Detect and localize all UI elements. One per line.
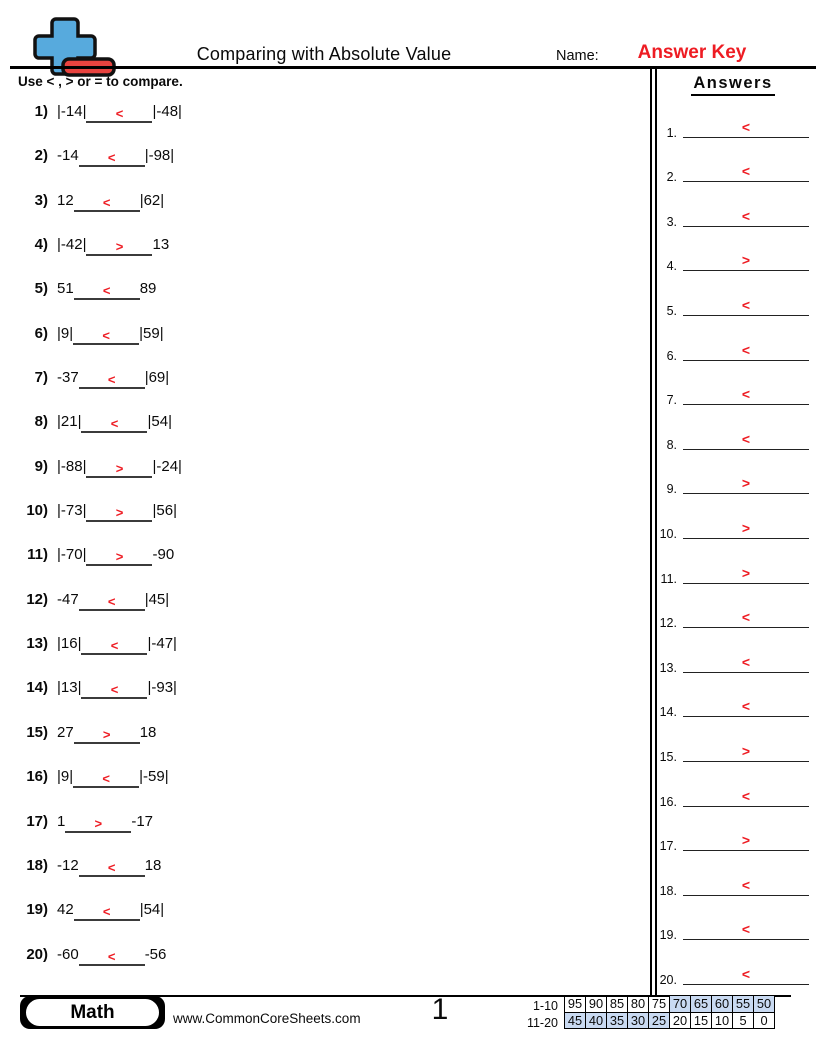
answer-blank-line xyxy=(683,877,809,896)
answer-symbol: > xyxy=(741,252,751,269)
left-operand: |9| xyxy=(57,768,74,786)
grade-range-label-2: 11-20 xyxy=(526,1016,558,1030)
answer-blank-line xyxy=(683,520,809,539)
answer-blank-line xyxy=(79,373,145,389)
answer-blank-line xyxy=(79,950,145,966)
right-operand: -56 xyxy=(144,945,167,963)
problem-row xyxy=(0,134,645,178)
answer-number: 6. xyxy=(666,348,677,363)
answer-blank-line xyxy=(81,417,147,433)
answers-list xyxy=(655,99,813,991)
problem-number: 13) xyxy=(26,635,48,653)
answer-symbol: > xyxy=(115,460,124,476)
answer-symbol: > xyxy=(102,726,111,742)
answer-number: 1. xyxy=(666,125,677,140)
left-operand: 51 xyxy=(57,280,74,298)
left-operand: -47 xyxy=(57,590,79,608)
answer-row xyxy=(655,144,813,189)
answer-blank-line xyxy=(86,462,152,478)
problem-number: 15) xyxy=(26,723,48,741)
answer-symbol: < xyxy=(741,787,751,804)
grade-cell: 90 xyxy=(586,996,607,1013)
answer-symbol: < xyxy=(741,296,751,313)
problem-number: 9) xyxy=(34,457,48,475)
answer-symbol: < xyxy=(110,638,119,654)
right-operand: 18 xyxy=(139,723,157,741)
answer-number: 7. xyxy=(666,393,677,408)
answer-row xyxy=(655,857,813,902)
problem-number: 2) xyxy=(34,147,48,165)
right-operand: |-59| xyxy=(139,768,169,786)
answer-number: 8. xyxy=(666,437,677,452)
answer-symbol: < xyxy=(741,118,751,135)
grade-cell: 5 xyxy=(733,1012,754,1029)
problem-number: 12) xyxy=(26,590,48,608)
answer-row xyxy=(655,500,813,545)
answer-blank-line xyxy=(683,966,809,985)
problem-row xyxy=(0,356,645,400)
answer-symbol: < xyxy=(102,904,111,920)
answer-symbol: < xyxy=(115,106,124,121)
answer-number: 16. xyxy=(659,794,677,809)
right-operand: |69| xyxy=(144,369,170,387)
grade-cell: 65 xyxy=(691,996,712,1013)
answer-blank-line xyxy=(683,788,809,807)
answer-symbol: < xyxy=(741,698,751,715)
answer-blank-line xyxy=(683,698,809,717)
answer-row xyxy=(655,946,813,991)
problem-number: 10) xyxy=(26,502,48,520)
answer-blank-line xyxy=(683,119,809,138)
answer-number: 10. xyxy=(659,526,677,541)
left-operand: |16| xyxy=(57,635,82,653)
right-operand: 18 xyxy=(144,856,162,874)
answer-symbol: < xyxy=(102,771,110,787)
grade-cell: 15 xyxy=(691,1012,712,1029)
right-operand: |-93| xyxy=(147,679,177,697)
grade-cell: 30 xyxy=(628,1012,649,1029)
left-operand: -60 xyxy=(57,945,79,963)
answer-row xyxy=(655,411,813,456)
answer-symbol: > xyxy=(741,519,751,536)
answer-number: 14. xyxy=(659,705,677,720)
left-operand: |-14| xyxy=(57,103,87,120)
answer-symbol: < xyxy=(102,194,111,210)
grade-cell: 45 xyxy=(565,1012,586,1029)
answer-symbol: < xyxy=(110,682,119,698)
problems-list xyxy=(0,90,645,977)
problem-row xyxy=(0,267,645,311)
answer-row xyxy=(655,233,813,278)
problem-row xyxy=(0,800,645,844)
answer-number: 18. xyxy=(659,883,677,898)
problem-number: 19) xyxy=(26,901,48,919)
problem-row xyxy=(0,90,645,134)
left-operand: |-73| xyxy=(57,502,87,520)
answer-symbol: > xyxy=(94,815,103,831)
answer-row xyxy=(655,545,813,590)
problem-row xyxy=(0,400,645,444)
answers-title: Answers xyxy=(691,74,774,96)
answer-symbol: < xyxy=(741,965,751,982)
problem-row xyxy=(0,622,645,666)
left-operand: 27 xyxy=(57,723,74,741)
answer-blank-line xyxy=(74,284,140,300)
right-operand: |-98| xyxy=(144,147,175,165)
answer-symbol: > xyxy=(741,564,751,581)
answer-blank-line xyxy=(74,905,140,921)
answer-row xyxy=(655,902,813,947)
problem-row xyxy=(0,711,645,755)
answer-number: 11. xyxy=(660,571,677,586)
answer-symbol: > xyxy=(741,475,751,492)
left-operand: |-70| xyxy=(57,546,87,564)
name-label: Name: xyxy=(556,48,599,64)
answer-symbol: < xyxy=(110,416,119,432)
problem-row xyxy=(0,933,645,977)
problem-row xyxy=(0,755,645,799)
grade-cell: 0 xyxy=(754,1012,775,1029)
answer-number: 4. xyxy=(666,259,677,274)
answer-row xyxy=(655,322,813,367)
problem-row xyxy=(0,578,645,622)
left-operand: |-88| xyxy=(57,457,87,475)
answer-blank-line xyxy=(683,609,809,628)
header-divider-line xyxy=(10,66,816,69)
problem-number: 18) xyxy=(26,856,48,874)
problem-number: 6) xyxy=(34,324,48,342)
answer-symbol: < xyxy=(741,876,751,893)
answer-number: 17. xyxy=(659,839,677,854)
answer-blank-line xyxy=(683,208,809,227)
answer-symbol: < xyxy=(741,609,751,626)
answer-row xyxy=(655,768,813,813)
answer-blank-line xyxy=(683,252,809,271)
answer-blank-line xyxy=(86,550,152,566)
answer-row xyxy=(655,590,813,635)
right-operand: |56| xyxy=(152,502,177,520)
grade-cell: 40 xyxy=(586,1012,607,1029)
answer-symbol: > xyxy=(741,742,751,759)
answer-number: 13. xyxy=(659,660,677,675)
problem-number: 16) xyxy=(26,768,48,786)
answer-number: 20. xyxy=(659,972,677,987)
grade-cell: 35 xyxy=(607,1012,628,1029)
answer-number: 3. xyxy=(666,214,677,229)
answer-symbol: < xyxy=(107,948,116,964)
problem-row xyxy=(0,489,645,533)
answer-row xyxy=(655,367,813,412)
answer-symbol: < xyxy=(741,921,751,938)
right-operand: |59| xyxy=(139,324,164,342)
answer-symbol: < xyxy=(741,653,751,670)
instruction-text: Use < , > or = to compare. xyxy=(18,74,183,89)
answer-number: 19. xyxy=(659,928,677,943)
answer-symbol: < xyxy=(102,327,110,343)
answer-symbol: < xyxy=(741,430,751,447)
right-operand: |-24| xyxy=(152,457,182,475)
problem-row xyxy=(0,666,645,710)
answer-symbol: < xyxy=(741,341,751,358)
answer-blank-line xyxy=(79,861,145,877)
problem-row xyxy=(0,844,645,888)
answer-blank-line xyxy=(79,595,145,611)
right-operand: -17 xyxy=(131,812,154,830)
answer-blank-line xyxy=(683,342,809,361)
answer-number: 5. xyxy=(666,303,677,318)
answers-header xyxy=(657,74,809,96)
answer-row xyxy=(655,188,813,233)
answer-blank-line xyxy=(683,921,809,940)
problem-row xyxy=(0,533,645,577)
answer-key-text: Answer Key xyxy=(637,42,747,63)
right-operand: |62| xyxy=(139,191,165,209)
grade-cell: 60 xyxy=(712,996,733,1013)
problem-number: 8) xyxy=(34,413,48,431)
right-operand: 89 xyxy=(139,280,157,298)
answer-blank-line xyxy=(86,240,152,256)
grading-table xyxy=(564,995,775,1029)
right-operand: |54| xyxy=(139,901,165,919)
problem-number: 4) xyxy=(34,236,48,254)
answer-blank-line xyxy=(683,832,809,851)
left-operand: 12 xyxy=(57,191,74,209)
answer-symbol: > xyxy=(115,239,124,255)
answer-blank-line xyxy=(65,817,131,833)
answer-row xyxy=(655,456,813,501)
problem-row xyxy=(0,888,645,932)
answer-symbol: < xyxy=(107,150,116,166)
left-operand: |9| xyxy=(57,324,74,342)
answer-symbol: < xyxy=(741,163,751,180)
answer-blank-line xyxy=(81,683,147,699)
answer-blank-line xyxy=(74,728,140,744)
left-operand: -14 xyxy=(57,147,79,165)
answer-number: 15. xyxy=(659,749,677,764)
answer-row xyxy=(655,723,813,768)
answer-blank-line xyxy=(683,431,809,450)
problem-number: 5) xyxy=(34,280,48,298)
problem-row xyxy=(0,445,645,489)
right-operand: |54| xyxy=(147,413,172,431)
grade-range-label-1: 1-10 xyxy=(532,999,558,1013)
answer-blank-line xyxy=(79,151,145,167)
answer-blank-line xyxy=(86,107,152,123)
problem-number: 3) xyxy=(34,191,48,209)
answer-number: 9. xyxy=(666,482,677,497)
answer-symbol: < xyxy=(102,283,111,299)
right-operand: |45| xyxy=(144,590,170,608)
answer-blank-line xyxy=(683,654,809,673)
answer-blank-line xyxy=(683,475,809,494)
answer-blank-line xyxy=(74,196,140,212)
answer-blank-line xyxy=(81,639,147,655)
grade-cell: 25 xyxy=(649,1012,670,1029)
grade-cell: 80 xyxy=(628,996,649,1013)
left-operand: |13| xyxy=(57,679,82,697)
problem-row xyxy=(0,223,645,267)
answer-row xyxy=(655,679,813,724)
grade-cell: 85 xyxy=(607,996,628,1013)
grade-cell: 75 xyxy=(649,996,670,1013)
answer-symbol: > xyxy=(115,505,124,521)
worksheet-title: Comparing with Absolute Value xyxy=(196,44,452,64)
problem-number: 11) xyxy=(27,546,48,564)
answer-blank-line xyxy=(683,163,809,182)
answer-blank-line xyxy=(73,329,139,345)
page-number: 1 xyxy=(431,993,449,1026)
answer-blank-line xyxy=(683,743,809,762)
problem-number: 7) xyxy=(34,369,48,387)
grade-cell: 10 xyxy=(712,1012,733,1029)
problem-number: 20) xyxy=(26,945,48,963)
math-subject-badge xyxy=(20,996,165,1029)
answer-symbol: < xyxy=(107,859,116,875)
problem-number: 17) xyxy=(26,812,48,830)
problem-number: 14) xyxy=(26,679,48,697)
answer-blank-line xyxy=(86,506,152,522)
left-operand: -37 xyxy=(57,369,79,387)
right-operand: 13 xyxy=(152,236,170,254)
grade-cell: 55 xyxy=(733,996,754,1013)
right-operand: |-47| xyxy=(147,635,177,653)
answer-row xyxy=(655,99,813,144)
answer-number: 2. xyxy=(666,170,677,185)
answer-blank-line xyxy=(683,565,809,584)
answer-blank-line xyxy=(73,772,139,788)
problem-row xyxy=(0,312,645,356)
right-operand: -90 xyxy=(152,546,175,564)
math-badge-label: Math xyxy=(26,999,159,1026)
problem-number: 1) xyxy=(34,103,48,120)
grading-row-2 xyxy=(565,1012,775,1029)
answer-symbol: < xyxy=(741,386,751,403)
problem-row xyxy=(0,179,645,223)
answer-blank-line xyxy=(683,297,809,316)
left-operand: 1 xyxy=(57,812,66,830)
left-operand: -12 xyxy=(57,856,79,874)
grade-cell: 50 xyxy=(754,996,775,1013)
answer-number: 12. xyxy=(659,616,677,631)
grade-cell: 70 xyxy=(670,996,691,1013)
grading-row-1 xyxy=(565,996,775,1013)
left-operand: |-42| xyxy=(57,236,87,254)
left-operand: 42 xyxy=(57,901,74,919)
left-operand: |21| xyxy=(57,413,82,431)
grade-cell: 20 xyxy=(670,1012,691,1029)
answer-symbol: > xyxy=(115,549,124,565)
right-operand: |-48| xyxy=(152,103,182,120)
answer-row xyxy=(655,634,813,679)
answer-row xyxy=(655,277,813,322)
grade-cell: 95 xyxy=(565,996,586,1013)
website-text: www.CommonCoreSheets.com xyxy=(173,1011,361,1026)
answer-symbol: < xyxy=(741,207,751,224)
answer-symbol: < xyxy=(107,593,116,609)
answer-symbol: < xyxy=(107,372,116,388)
answer-symbol: > xyxy=(741,832,751,849)
answer-row xyxy=(655,813,813,858)
answer-blank-line xyxy=(683,386,809,405)
